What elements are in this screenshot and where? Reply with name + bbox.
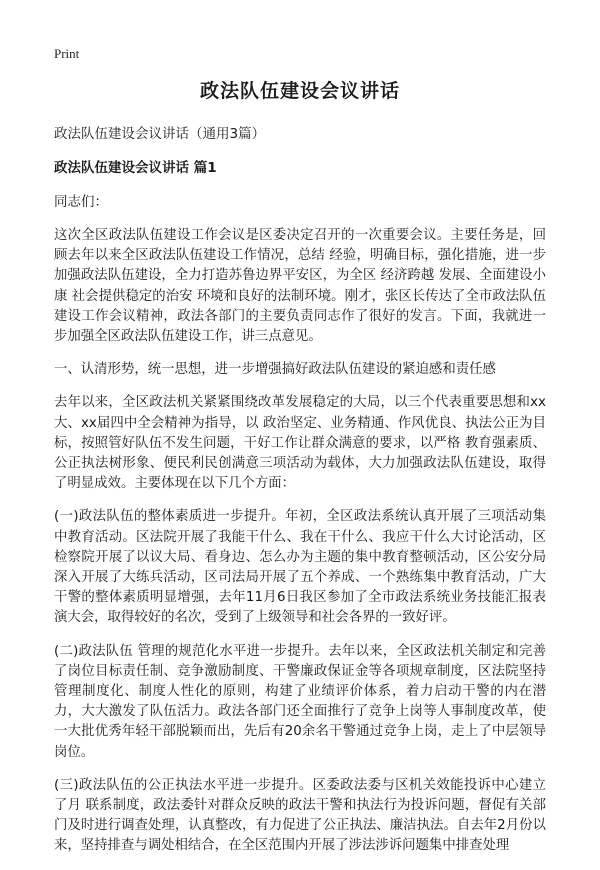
paragraph-point-two: (二)政法队伍 管理的规范化水平进一步提升。去年以来，全区政法机关制定和完善了岗位目标责任制、竞争激励制度、干警廉政保证金等各项规章制度，区法院坚持管理制度化、制度人性化的原则，构建了业绩评价体系，着力启动干警的内在潜力，大大激发了队伍活力。政法各部门还全面推行了竞争上岗等人事制度改革，使一大批优秀年轻干部脱颖而出，先后有20余名干警通过竞争上岗，走上了中层领导岗位。 [54, 643, 546, 760]
document-subtitle: 政法队伍建设会议讲话（通用3篇） [54, 126, 266, 142]
paragraph-point-one: (一)政法队伍的整体素质进一步提升。年初，全区政法系统认真开展了三项活动集中教育活动。区法院开展了我能干什么、我在干什么、我应干什么大讨论活动，区检察院开展了以议大局、看身边、怎么办为主题的集中教育整顿活动，区公安分局深入开展了大练兵活动，区司法局开展了五个养成、一个熟练集中教育活动，广大干警的整体素质明显增强，去年11月6日我区参加了全市政法系统业务技能汇报表演大会，取得较好的名次，受到了上级领导和社会各界的一致好评。 [54, 509, 546, 626]
paragraph-intro: 这次全区政法队伍建设工作会议是区委决定召开的一次重要会议。主要任务是，回顾去年以来全区政法队伍建设工作情况，总结 经验，明确目标，强化措施，进一步加强政法队伍建设，全力打造苏鲁边界平安区，为全区 经济跨越 发展、全面建设小康 社会提供稳定的治安 环境和良好的法制环境。刚才，张区长传达了全市政法队伍建设工作会议精神，政法各部门的主要负责同志作了很好的发言。下面，我就进一步加强全区政法队伍建设工作，讲三点意见。 [54, 228, 546, 345]
print-link[interactable]: Print [54, 46, 80, 61]
paragraph-overview: 去年以来，全区政法机关紧紧围绕改革发展稳定的大局，以三个代表重要思想和xx大、xx届四中全会精神为指导，以 政治坚定、业务精通、作风优良、执法公正为目标，按照管好队伍不发生问题，干好工作让群众满意的要求，以严格 教育强素质、公正执法树形象、便民利民创满意三项活动为载体，大力加强政法队伍建设，取得了明显成效。主要体现在以下几个方面： [54, 395, 546, 492]
greeting: 同志们： [54, 194, 108, 210]
section-heading: 政法队伍建设会议讲话 篇1 [54, 160, 217, 176]
paragraph-heading-one: 一、认清形势，统一思想，进一步增强搞好政法队伍建设的紧迫感和责任感 [54, 362, 496, 378]
document-title: 政法队伍建设会议讲话 [199, 80, 400, 102]
document-page [54, 78, 546, 870]
paragraph-point-three: (三)政法队伍的公正执法水平进一步提升。区委政法委与区机关效能投诉中心建立了月 联系制度，政法委针对群众反映的政法干警和执法行为投诉问题，督促有关部门及时进行调查处理，认真整改，有力促进了公正执法、廉洁执法。自去年2月份以来，坚持排查与调处相结合，在全区范围内开展了涉法涉诉问题集中排查处理 [54, 777, 546, 854]
